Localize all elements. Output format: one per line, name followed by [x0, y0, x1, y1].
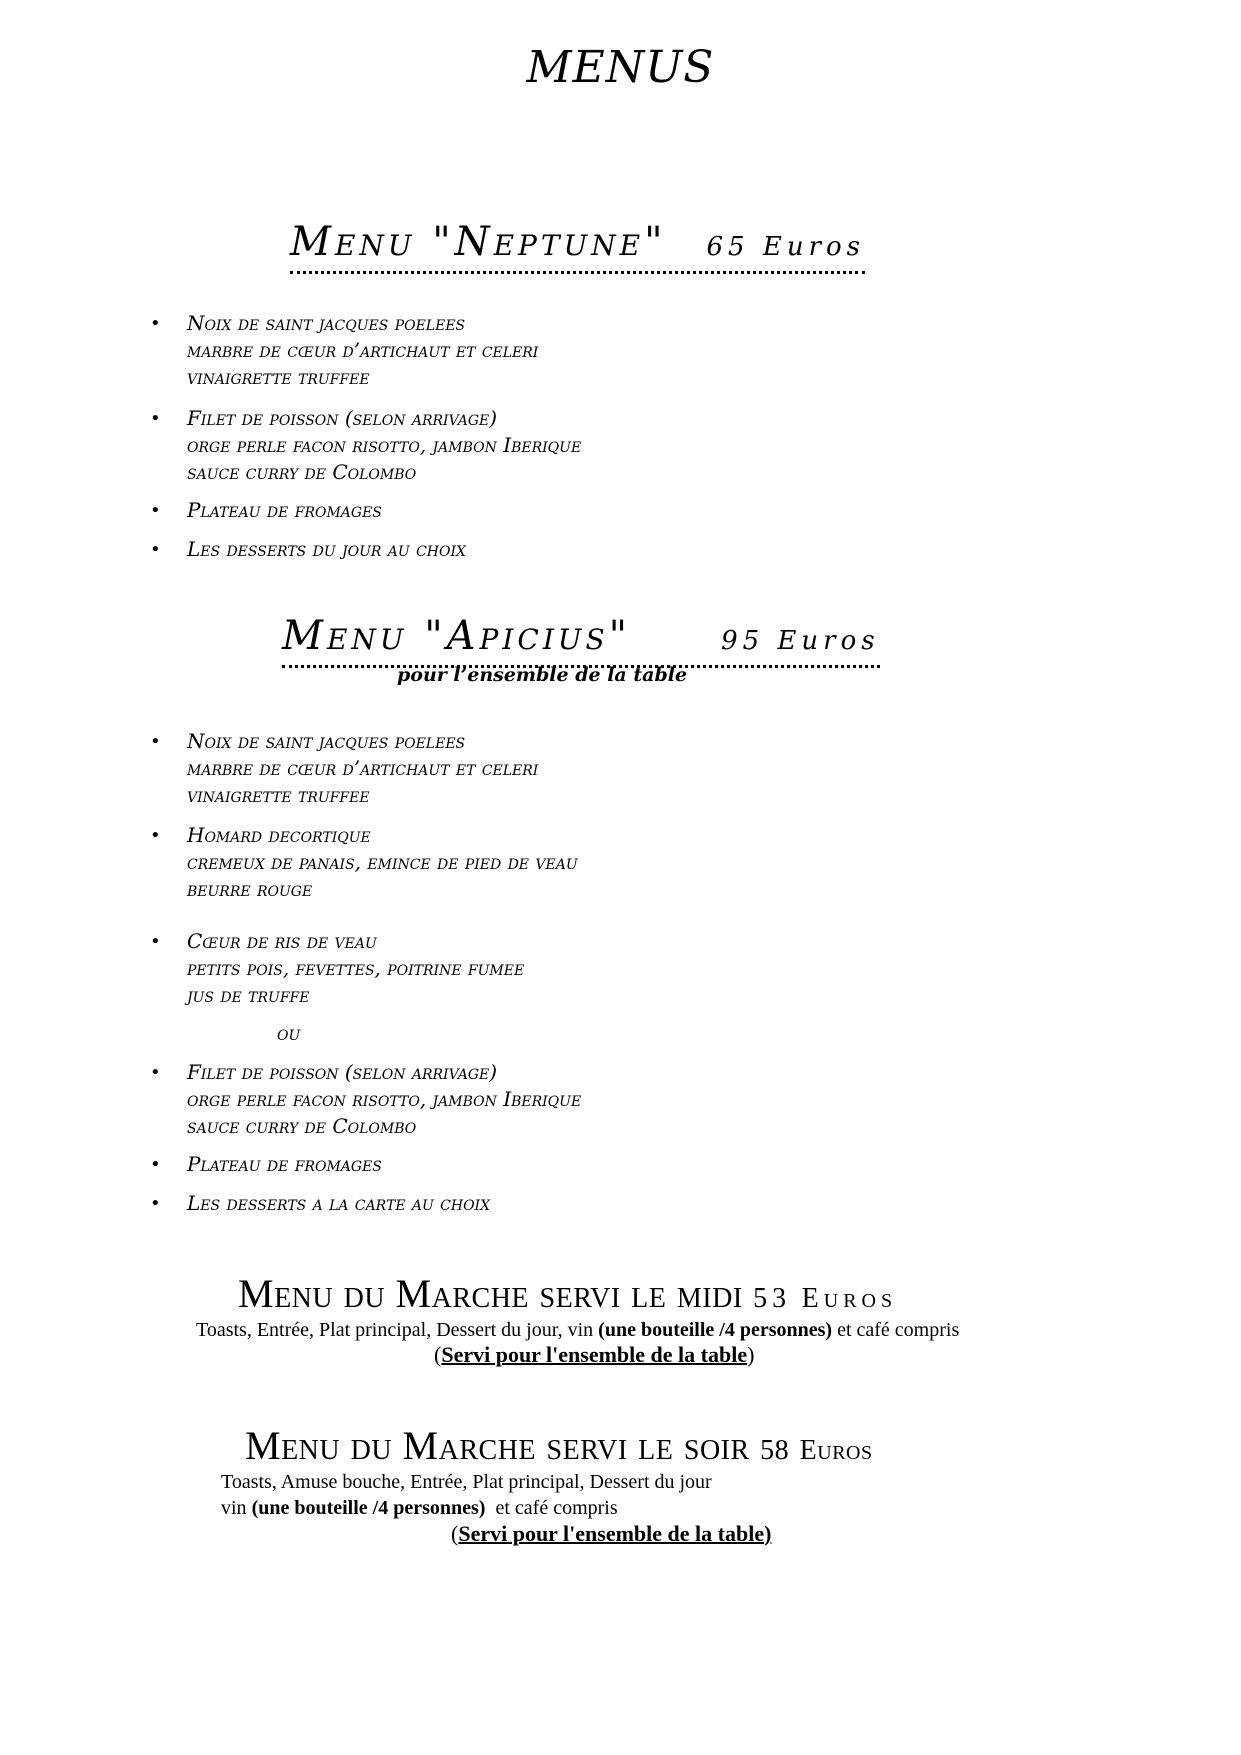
menu-marche-soir-price: 58 [760, 1435, 790, 1466]
dish-detail: marbre de cœur d’artichaut et celeri [187, 338, 539, 362]
description-bold: (une bouteille /4 personnes) [598, 1319, 833, 1341]
dish-title: Plateau de fromages [187, 498, 382, 522]
paren: ( [434, 1342, 442, 1367]
dish-title: Noix de saint jacques poelees [187, 311, 466, 335]
dish-detail: cremeux de panais, emince de pied de veau [187, 850, 578, 874]
dish-title: Plateau de fromages [187, 1152, 382, 1176]
dish-detail: orge perle facon risotto, jambon Iberique [187, 1087, 582, 1111]
bullet-icon: • [150, 1062, 161, 1083]
paren: ( [451, 1521, 459, 1546]
description-text: Toasts, Entrée, Plat principal, Dessert du jour, vin [196, 1319, 599, 1341]
bullet-icon: • [150, 1193, 161, 1214]
dish-detail: sauce curry de Colombo [187, 1114, 417, 1138]
dish-detail: marbre de cœur d’artichaut et celeri [187, 756, 539, 780]
bullet-icon: • [150, 931, 161, 952]
note-underlined: Servi pour l'ensemble de la table [441, 1342, 748, 1367]
menu-neptune-title: Menu "Neptune" [290, 219, 667, 265]
menu-marche-soir-line1: Toasts, Amuse bouche, Entrée, Plat principal, Dessert du jour [221, 1471, 712, 1493]
dish-detail: petits pois, fevettes, poitrine fumee [187, 956, 525, 980]
menu-apicius-price: 95 Euros [721, 626, 880, 656]
dish-detail: sauce curry de Colombo [187, 460, 417, 484]
dish-title: Les desserts a la carte au choix [187, 1191, 491, 1215]
menu-apicius-title: Menu "Apicius" [282, 613, 632, 659]
menu-apicius-subtitle: pour l’ensemble de la table [397, 664, 688, 686]
menu-marche-midi-note [434, 1341, 754, 1369]
menu-marche-soir-line2 [221, 1495, 618, 1521]
dish-detail: vinaigrette truffee [187, 783, 370, 807]
menu-marche-midi-heading [238, 1270, 897, 1323]
dish-title: Filet de poisson (selon arrivage) [187, 406, 498, 430]
dish-title: Filet de poisson (selon arrivage) [187, 1060, 498, 1084]
menu-marche-midi-description [196, 1317, 959, 1343]
description-text: vin [221, 1497, 252, 1519]
menu-marche-midi-price: 53 [753, 1283, 792, 1314]
description-text: et café compris [485, 1497, 618, 1519]
bullet-icon: • [150, 539, 161, 560]
dish-title: Homard decortique [187, 823, 371, 847]
menu-marche-soir-title: Menu du Marche servi le soir [245, 1423, 750, 1468]
bullet-icon: • [150, 313, 161, 334]
dish-title: Noix de saint jacques poelees [187, 729, 466, 753]
menu-apicius-heading [282, 612, 880, 668]
apicius-or-label: ou [277, 1021, 301, 1045]
bullet-icon: • [150, 1154, 161, 1175]
menu-marche-soir-heading [245, 1422, 873, 1475]
description-bold: (une bouteille /4 personnes) [251, 1497, 486, 1519]
dish-detail: jus de truffe [187, 983, 310, 1007]
menu-marche-soir-currency: Euros [799, 1435, 873, 1466]
menu-marche-midi-title: Menu du Marche servi le midi [238, 1271, 743, 1316]
dish-detail: orge perle facon risotto, jambon Iberique [187, 433, 582, 457]
bullet-icon: • [150, 825, 161, 846]
menu-marche-soir-note [451, 1520, 771, 1548]
description-text: et café compris [832, 1319, 960, 1341]
menu-marche-midi-currency: Euros [801, 1283, 898, 1314]
dish-title: Cœur de ris de veau [187, 929, 377, 953]
dish-detail: vinaigrette truffee [187, 365, 370, 389]
note-underlined: Servi pour l'ensemble de la table) [458, 1521, 772, 1546]
dish-detail: beurre rouge [187, 877, 313, 901]
page-title: MENUS [526, 42, 715, 93]
menu-neptune-heading [290, 218, 865, 274]
menu-neptune-price: 65 Euros [706, 232, 865, 262]
dish-title: Les desserts du jour au choix [187, 537, 466, 561]
bullet-icon: • [150, 408, 161, 429]
paren: ) [747, 1342, 755, 1367]
bullet-icon: • [150, 731, 161, 752]
bullet-icon: • [150, 500, 161, 521]
